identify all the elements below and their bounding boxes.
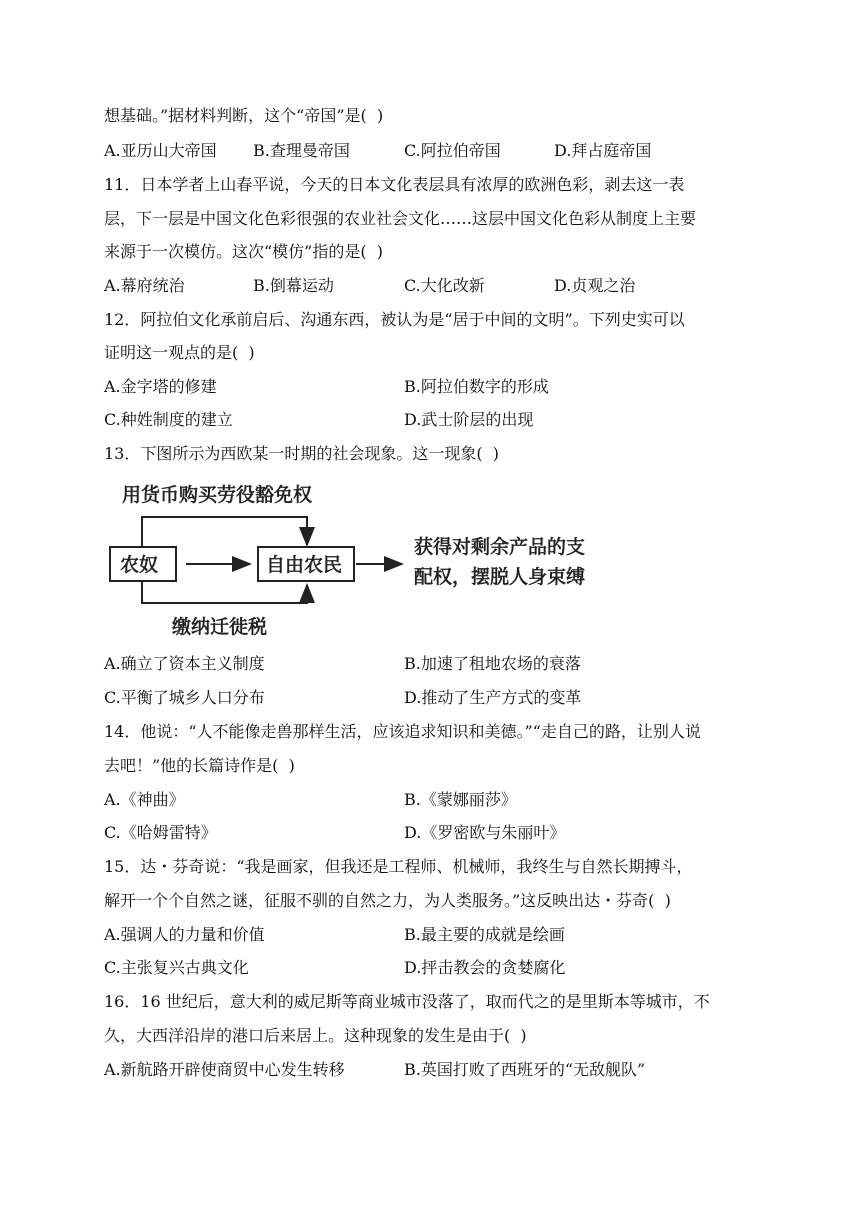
q15-option-a[interactable]: A.强调人的力量和价值 [104,925,265,944]
q15-option-d[interactable]: D.抨击教会的贪婪腐化 [404,958,566,977]
free-peasant-box-label: 自由农民 [266,554,343,576]
bottom-flow-arrow [142,581,307,603]
q11-option-b[interactable]: B.倒幕运动 [253,276,334,295]
q10-stem-tail: 想基础。”据材料判断，这个“帝国”是( ) [104,106,384,125]
diagram-result-line-1: 获得对剩余产品的支 [414,536,586,558]
q14-option-d[interactable]: D.《罗密欧与朱丽叶》 [404,823,566,842]
diagram-bottom-label: 缴纳迁徙税 [172,616,268,638]
q13-option-c[interactable]: C.平衡了城乡人口分布 [104,688,265,707]
q14-stem-line-1: 14．他说：“人不能像走兽那样生活，应该追求知识和美德。”“走自己的路，让别人说 [104,722,701,741]
q12-option-b[interactable]: B.阿拉伯数字的形成 [404,377,549,396]
q11-stem-line-2: 层，下一层是中国文化色彩很强的农业社会文化……这层中国文化色彩从制度上主要 [104,209,697,228]
q15-option-b[interactable]: B.最主要的成就是绘画 [404,925,565,944]
q12-option-c[interactable]: C.种姓制度的建立 [104,410,233,429]
q14-option-a[interactable]: A.《神曲》 [104,790,185,809]
serf-box-label: 农奴 [120,554,159,576]
q10-option-d[interactable]: D.拜占庭帝国 [554,141,652,160]
q14-stem-line-2: 去吧！”他的长篇诗作是( ) [104,756,295,775]
q15-option-c[interactable]: C.主张复兴古典文化 [104,958,249,977]
q11-stem-line-1: 11．日本学者上山春平说，今天的日本文化表层具有浓厚的欧洲色彩，剥去这一表 [104,175,685,194]
serf-liberation-diagram [100,475,640,645]
q16-stem-line-1: 16．16 世纪后，意大利的威尼斯等商业城市没落了，取而代之的是里斯本等城市，不 [104,992,710,1011]
q13-stem-line-1: 13．下图所示为西欧某一时期的社会现象。这一现象( ) [104,444,500,463]
q11-stem-line-3: 来源于一次模仿。这次“模仿”指的是( ) [104,242,384,261]
q13-option-d[interactable]: D.推动了生产方式的变革 [404,688,582,707]
q16-stem-line-2: 久，大西洋沿岸的港口后来居上。这种现象的发生是由于( ) [104,1026,527,1045]
q11-option-d[interactable]: D.贞观之治 [554,276,636,295]
q16-option-b[interactable]: B.英国打败了西班牙的“无敌舰队” [404,1060,646,1079]
q16-option-a[interactable]: A.新航路开辟使商贸中心发生转移 [104,1060,345,1079]
diagram-result-line-2: 配权，摆脱人身束缚 [414,566,586,588]
q10-option-b[interactable]: B.查理曼帝国 [253,141,350,160]
q15-stem-line-1: 15．达・芬奇说：“我是画家，但我还是工程师、机械师，我终生与自然长期搏斗， [104,857,693,876]
diagram-top-label: 用货币购买劳役豁免权 [122,484,313,506]
q13-option-b[interactable]: B.加速了租地农场的衰落 [404,654,581,673]
q12-stem-line-2: 证明这一观点的是( ) [104,343,255,362]
q12-option-a[interactable]: A.金字塔的修建 [104,377,217,396]
q11-option-c[interactable]: C.大化改新 [404,276,485,295]
q10-option-c[interactable]: C.阿拉伯帝国 [404,141,501,160]
q14-option-c[interactable]: C.《哈姆雷特》 [104,823,217,842]
q15-stem-line-2: 解开一个个自然之谜，征服不驯的自然之力，为人类服务。”这反映出达・芬奇( ) [104,891,671,910]
q10-option-a[interactable]: A.亚历山大帝国 [104,141,217,160]
q14-option-b[interactable]: B.《蒙娜丽莎》 [404,790,517,809]
q11-option-a[interactable]: A.幕府统治 [104,276,185,295]
q12-stem-line-1: 12．阿拉伯文化承前启后、沟通东西，被认为是“居于中间的文明”。下列史实可以 [104,310,685,329]
q13-option-a[interactable]: A.确立了资本主义制度 [104,654,265,673]
q12-option-d[interactable]: D.武士阶层的出现 [404,410,534,429]
top-flow-arrow [142,517,307,547]
